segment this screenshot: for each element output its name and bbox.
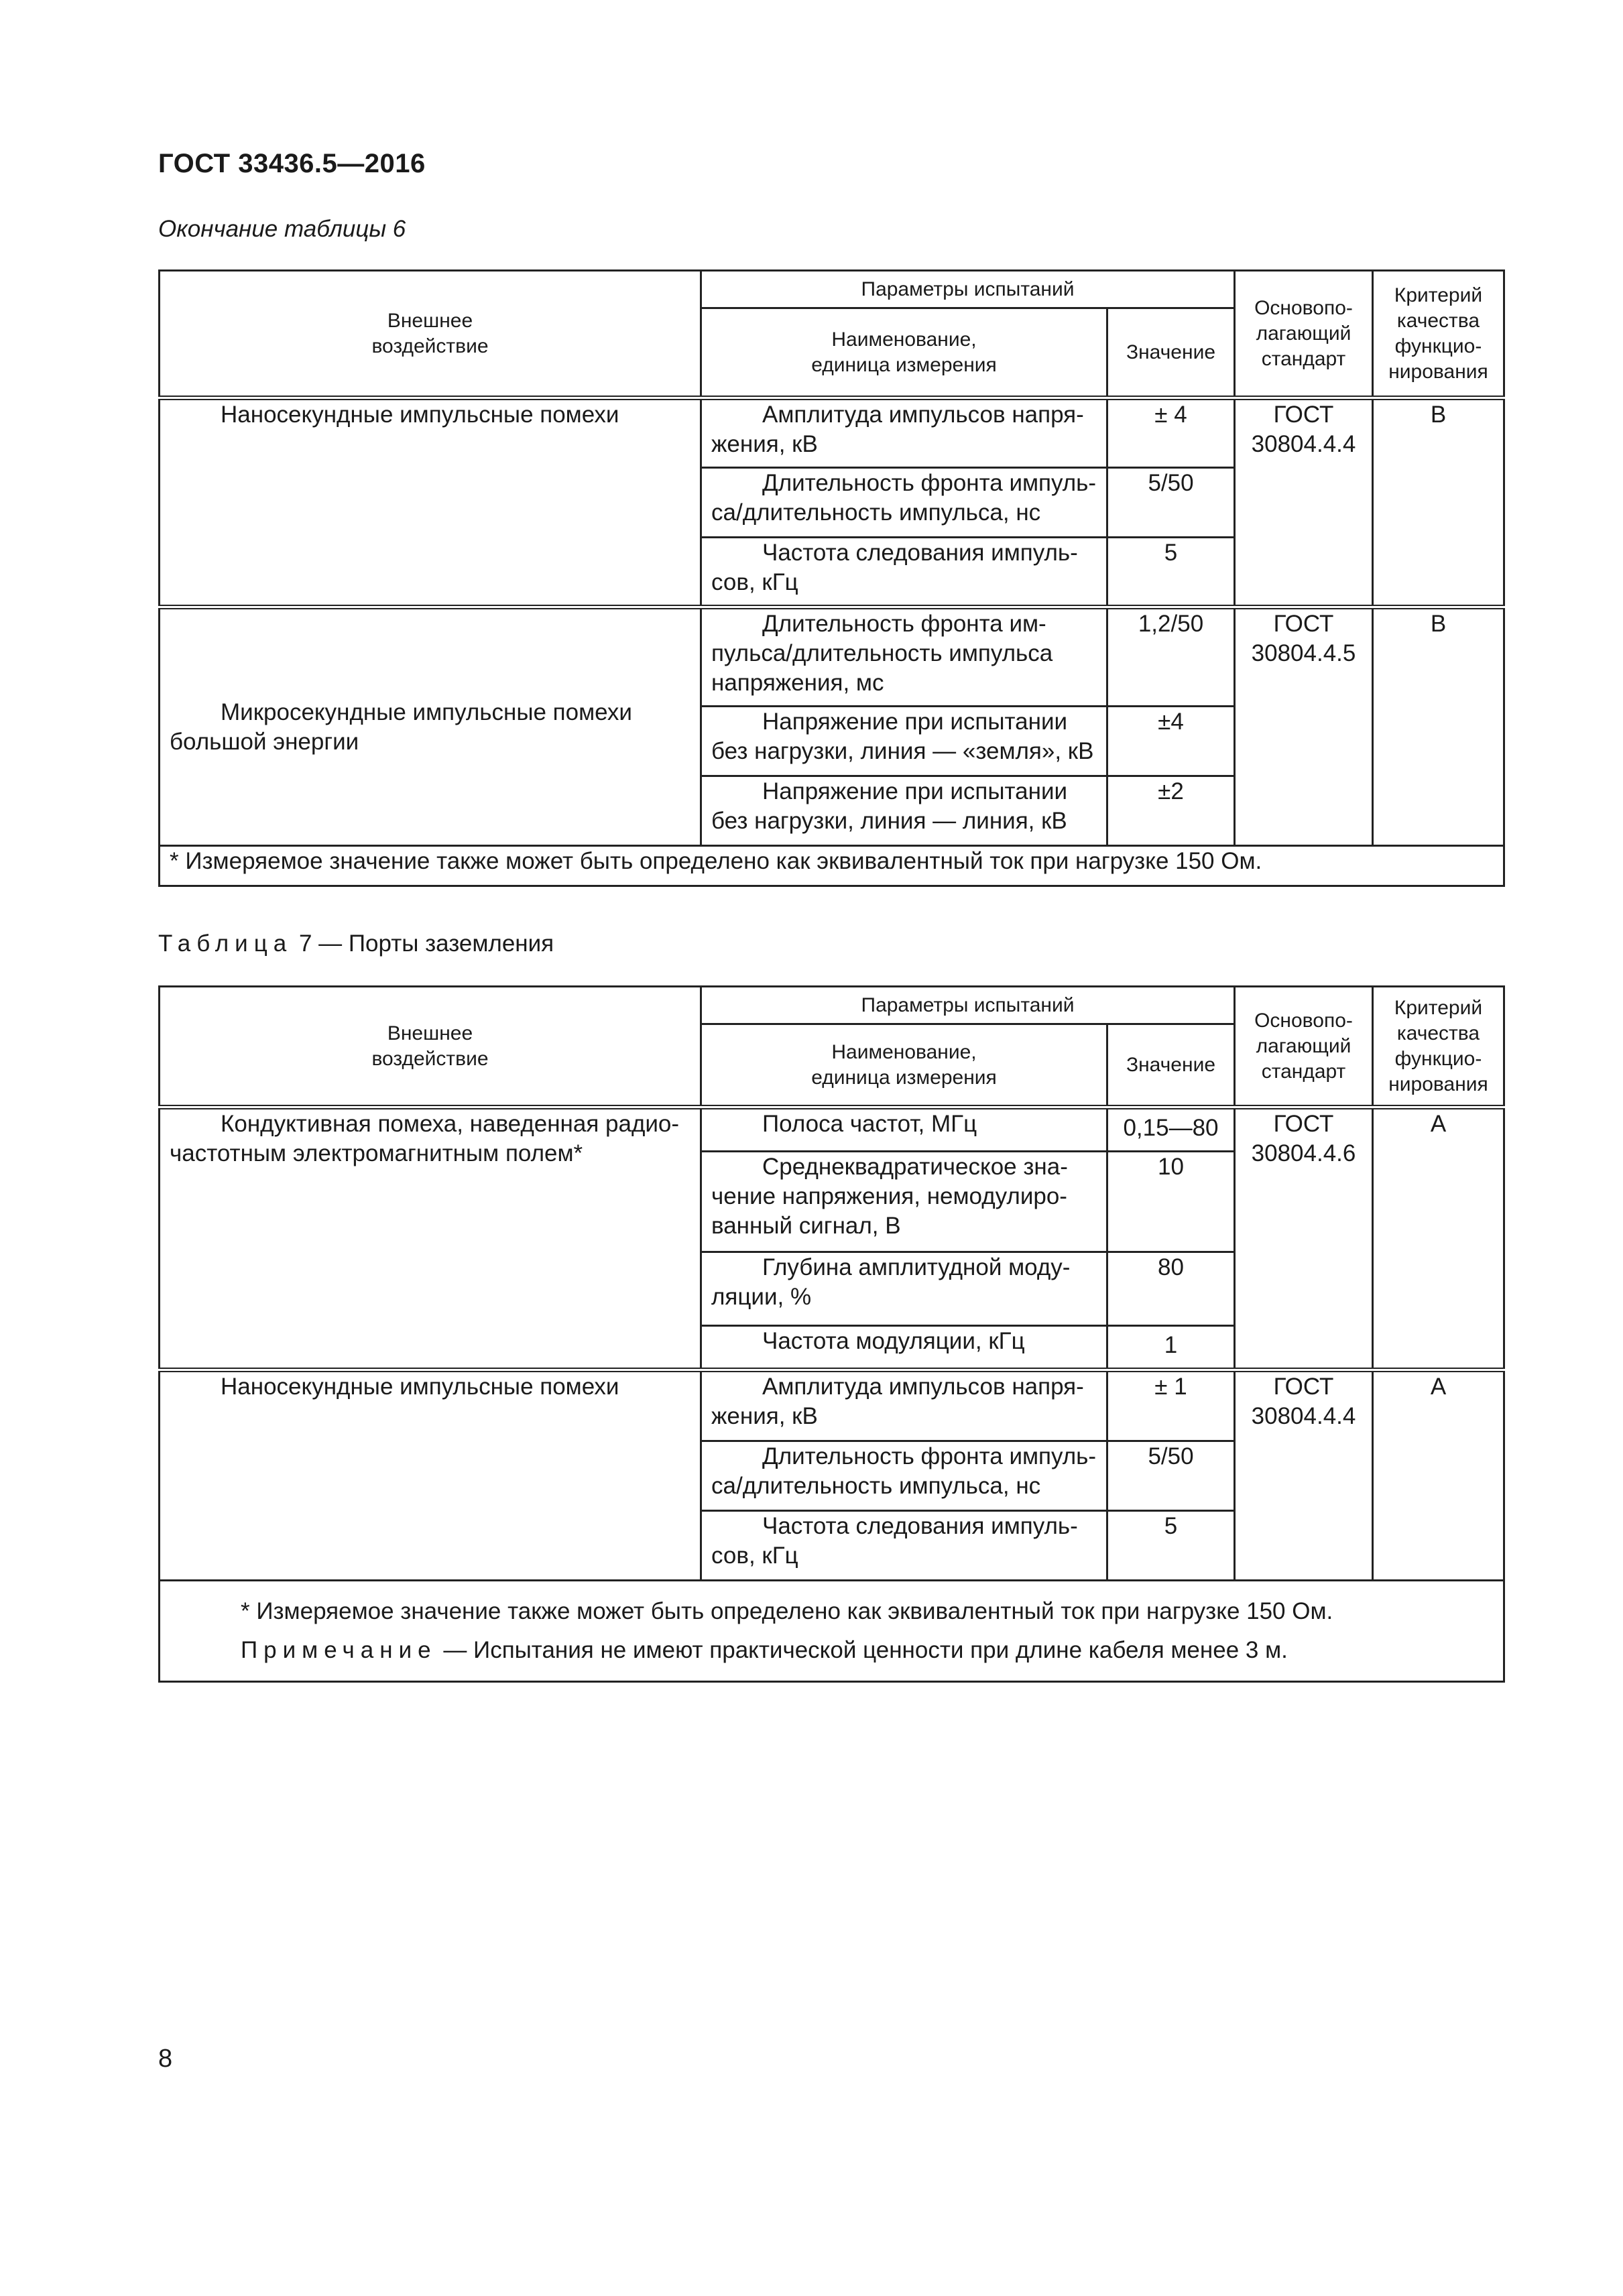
table7-caption-label: Таблица	[158, 930, 293, 957]
param-name: Среднеквадратическое зна- чение напряжения, немодулиро- ванный сигнал, В	[701, 1152, 1107, 1252]
column-header-effect: Внешнее воздействие	[160, 271, 701, 398]
table-row	[160, 398, 1504, 468]
document-header: ГОСТ 33436.5—2016	[158, 149, 426, 178]
note-text: — Испытания не имеют практической ценности при длине кабеля менее 3 м.	[436, 1637, 1288, 1663]
effect-cell: Микросекундные импульсные помехи большой энергии	[160, 607, 701, 846]
table-row	[160, 1107, 1504, 1152]
param-value: 1	[1107, 1326, 1235, 1370]
effect-cell: Наносекундные импульсные помехи	[160, 398, 701, 607]
footnote-text: * Измеряемое значение также может быть определено как эквивалентный ток при нагрузке 150 Ом.	[241, 1598, 1333, 1624]
note	[241, 1631, 1494, 1670]
param-value: ± 1	[1107, 1370, 1235, 1441]
page-number: 8	[158, 2045, 173, 2073]
table-footnote-row	[160, 846, 1504, 886]
param-value: ±2	[1107, 776, 1235, 846]
param-value: 5	[1107, 1511, 1235, 1581]
footnote	[160, 846, 1504, 886]
param-name: Частота следования импуль- сов, кГц	[701, 1511, 1107, 1581]
column-header-value: Значение	[1107, 308, 1235, 398]
param-value: ±4	[1107, 707, 1235, 776]
column-header-criterion: Критерий качества функцио- нирования	[1373, 987, 1504, 1107]
param-name: Длительность фронта им- пульса/длительность импульса напряжения, мс	[701, 607, 1107, 707]
param-name: Длительность фронта импуль- са/длительность импульса, нс	[701, 1441, 1107, 1511]
table-row	[160, 1370, 1504, 1441]
table-6	[158, 269, 1505, 887]
note-label: Примечание	[241, 1637, 437, 1663]
param-value: 5/50	[1107, 1441, 1235, 1511]
standard-cell: ГОСТ 30804.4.4	[1235, 1370, 1373, 1581]
table-footnote-row	[160, 1581, 1504, 1682]
column-header-criterion: Критерий качества функцио- нирования	[1373, 271, 1504, 398]
param-name: Частота следования импуль- сов, кГц	[701, 538, 1107, 607]
column-header-name: Наименование, единица измерения	[701, 1024, 1107, 1107]
criterion-cell: В	[1373, 398, 1504, 607]
table6-caption: Окончание таблицы 6	[158, 216, 406, 242]
standard-cell: ГОСТ 30804.4.6	[1235, 1107, 1373, 1370]
criterion-cell: А	[1373, 1107, 1504, 1370]
table7-caption-title: 7 — Порты заземления	[292, 930, 554, 957]
param-name: Глубина амплитудной моду- ляции, %	[701, 1252, 1107, 1326]
param-value: 5/50	[1107, 468, 1235, 538]
standard-cell: ГОСТ 30804.4.4	[1235, 398, 1373, 607]
param-value: 10	[1107, 1152, 1235, 1252]
footnote	[160, 1581, 1504, 1682]
param-name: Напряжение при испытании без нагрузки, линия — линия, кВ	[701, 776, 1107, 846]
param-value: 80	[1107, 1252, 1235, 1326]
effect-cell: Кондуктивная помеха, наведенная радио- частотным электромагнитным полем*	[160, 1107, 701, 1370]
param-name: Полоса частот, МГц	[701, 1107, 1107, 1152]
criterion-cell: В	[1373, 607, 1504, 846]
param-name: Амплитуда импульсов напря- жения, кВ	[701, 1370, 1107, 1441]
table-7	[158, 985, 1505, 1683]
param-value: ± 4	[1107, 398, 1235, 468]
column-header-params: Параметры испытаний	[701, 987, 1235, 1024]
footnote-text: * Измеряемое значение также может быть определено как эквивалентный ток при нагрузке 150 Ом.	[170, 848, 1262, 874]
column-header-params: Параметры испытаний	[701, 271, 1235, 308]
effect-cell: Наносекундные импульсные помехи	[160, 1370, 701, 1581]
param-value: 1,2/50	[1107, 607, 1235, 707]
param-name: Частота модуляции, кГц	[701, 1326, 1107, 1370]
param-value: 0,15—80	[1107, 1107, 1235, 1152]
column-header-standard: Основопо- лагающий стандарт	[1235, 271, 1373, 398]
column-header-standard: Основопо- лагающий стандарт	[1235, 987, 1373, 1107]
param-name: Амплитуда импульсов напря- жения, кВ	[701, 398, 1107, 468]
param-name: Напряжение при испытании без нагрузки, линия — «земля», кВ	[701, 707, 1107, 776]
column-header-effect: Внешнее воздействие	[160, 987, 701, 1107]
param-value: 5	[1107, 538, 1235, 607]
table7-caption	[158, 930, 554, 957]
criterion-cell: А	[1373, 1370, 1504, 1581]
param-name: Длительность фронта импуль- са/длительность импульса, нс	[701, 468, 1107, 538]
table-row	[160, 607, 1504, 707]
standard-cell: ГОСТ 30804.4.5	[1235, 607, 1373, 846]
column-header-name: Наименование, единица измерения	[701, 308, 1107, 398]
column-header-value: Значение	[1107, 1024, 1235, 1107]
